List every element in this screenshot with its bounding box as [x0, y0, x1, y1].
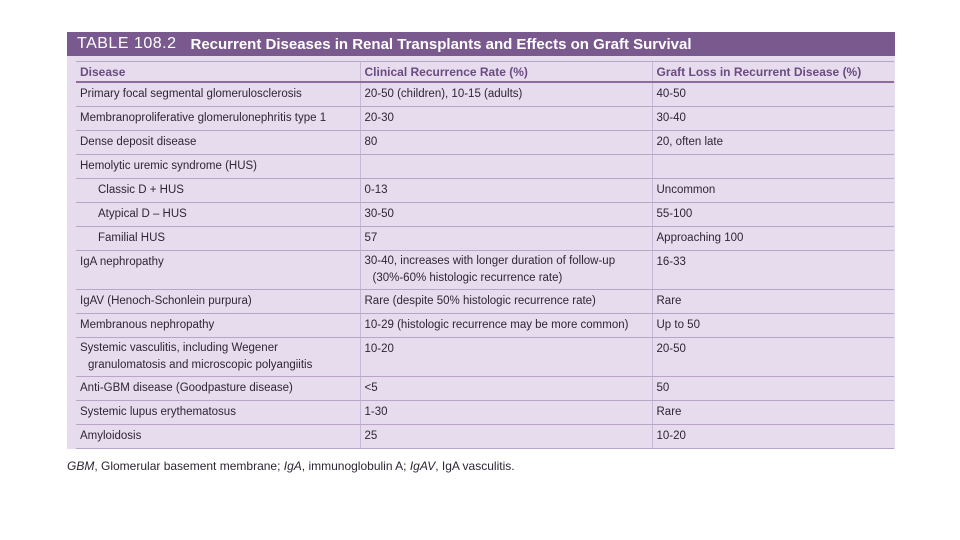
disease-cell: Anti-GBM disease (Goodpasture disease): [76, 377, 360, 401]
recurrence-rate-cell: 1-30: [360, 401, 652, 425]
table-title-bar: [67, 32, 895, 56]
table-number: TABLE 108.2: [77, 35, 177, 52]
table-row: [76, 82, 894, 107]
disease-cell: Dense deposit disease: [76, 131, 360, 155]
table-header-row: [76, 62, 894, 83]
footnote-definition: , IgA vasculitis.: [435, 459, 515, 473]
header-graft-loss: Graft Loss in Recurrent Disease (%): [652, 62, 894, 83]
disease-cell: Hemolytic uremic syndrome (HUS): [76, 155, 360, 179]
cell-text-line: 30-40, increases with longer duration of follow-up: [364, 255, 616, 267]
recurrence-rate-cell: 10-29 (histologic recurrence may be more common): [360, 314, 652, 338]
recurrence-rate-cell: 20-50 (children), 10-15 (adults): [360, 82, 652, 107]
graft-loss-cell: 20, often late: [652, 131, 894, 155]
recurrence-rate-cell: Rare (despite 50% histologic recurrence rate): [360, 290, 652, 314]
footnote-abbreviation: IgA: [283, 459, 302, 473]
graft-loss-cell: Uncommon: [652, 179, 894, 203]
table-title: Recurrent Diseases in Renal Transplants and Effects on Graft Survival: [190, 35, 692, 53]
table-row: [76, 227, 894, 251]
graft-loss-cell: 20-50: [652, 338, 894, 377]
cell-text-line: Systemic vasculitis, including Wegener: [80, 342, 278, 354]
graft-loss-cell: 16-33: [652, 251, 894, 290]
recurrence-rate-cell: 80: [360, 131, 652, 155]
graft-loss-cell: Rare: [652, 290, 894, 314]
graft-loss-cell: Up to 50: [652, 314, 894, 338]
footnote-definition: , Glomerular basement membrane;: [94, 459, 284, 473]
table-row: [76, 155, 894, 179]
recurrence-rate-cell: [360, 155, 652, 179]
table-row: [76, 377, 894, 401]
header-recurrence-rate: Clinical Recurrence Rate (%): [360, 62, 652, 83]
graft-loss-cell: 40-50: [652, 82, 894, 107]
disease-cell: Atypical D – HUS: [76, 203, 360, 227]
recurrence-rate-cell: [360, 251, 652, 290]
table-row: [76, 425, 894, 449]
graft-loss-cell: 50: [652, 377, 894, 401]
graft-loss-cell: [652, 155, 894, 179]
table-row: [76, 179, 894, 203]
graft-loss-cell: 10-20: [652, 425, 894, 449]
table-row: [76, 131, 894, 155]
graft-loss-cell: 30-40: [652, 107, 894, 131]
cell-text-line: (30%-60% histologic recurrence rate): [372, 272, 563, 284]
table-body: [76, 82, 894, 449]
disease-cell: Familial HUS: [76, 227, 360, 251]
recurrence-rate-cell: 10-20: [360, 338, 652, 377]
recurrence-rate-cell: <5: [360, 377, 652, 401]
table-row: [76, 203, 894, 227]
table-row: [76, 107, 894, 131]
disease-cell: Classic D + HUS: [76, 179, 360, 203]
footnote-abbreviation: IgAV: [409, 459, 436, 473]
recurrence-rate-cell: 57: [360, 227, 652, 251]
disease-table: [76, 61, 894, 449]
recurrence-rate-cell: 20-30: [360, 107, 652, 131]
disease-cell: Systemic lupus erythematosus: [76, 401, 360, 425]
disease-cell: Membranous nephropathy: [76, 314, 360, 338]
disease-cell: Membranoproliferative glomerulonephritis type 1: [76, 107, 360, 131]
table-row: [76, 401, 894, 425]
table-container: [67, 32, 895, 449]
recurrence-rate-cell: 30-50: [360, 203, 652, 227]
disease-cell: [76, 338, 360, 377]
graft-loss-cell: Approaching 100: [652, 227, 894, 251]
disease-cell: Primary focal segmental glomerulosclerosis: [76, 82, 360, 107]
footnote-abbreviation: GBM: [67, 459, 95, 473]
disease-cell: IgAV (Henoch-Schonlein purpura): [76, 290, 360, 314]
footnote-definition: , immunoglobulin A;: [301, 459, 410, 473]
table-footnote: [67, 459, 515, 473]
disease-cell: IgA nephropathy: [76, 251, 360, 290]
header-disease: Disease: [76, 62, 360, 83]
disease-cell: Amyloidosis: [76, 425, 360, 449]
cell-text-line: granulomatosis and microscopic polyangiitis: [88, 359, 313, 371]
table-row: [76, 314, 894, 338]
recurrence-rate-cell: 0-13: [360, 179, 652, 203]
table-row: [76, 290, 894, 314]
graft-loss-cell: 55-100: [652, 203, 894, 227]
table-row: [76, 251, 894, 290]
graft-loss-cell: Rare: [652, 401, 894, 425]
recurrence-rate-cell: 25: [360, 425, 652, 449]
table-row: [76, 338, 894, 377]
